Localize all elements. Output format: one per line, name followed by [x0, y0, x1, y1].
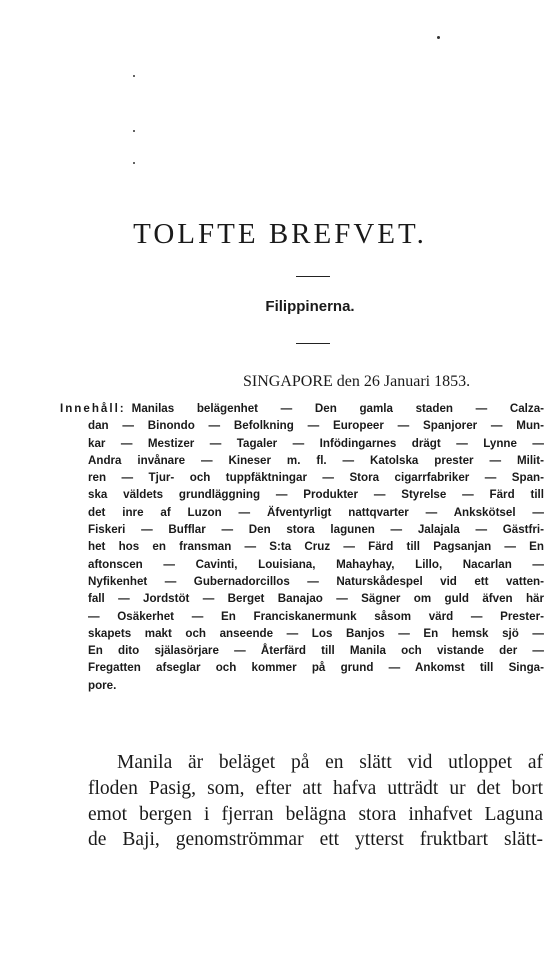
summary-line: dan — Binondo — Befolkning — Europeer — Spanjorer — Mun- — [88, 419, 544, 433]
summary-line: En dito själasörjare — Återfärd till Manila och vistande der — — [88, 644, 544, 658]
chapter-summary — [60, 400, 544, 694]
summary-line: ska väldets grundläggning — Produkter — Styrelse — Färd till — [88, 488, 544, 502]
divider-rule — [296, 276, 330, 277]
summary-line: ren — Tjur- och tuppfäktningar — Stora cigarrfabriker — Span- — [88, 471, 544, 485]
chapter-subtitle: Filippinerna. — [265, 298, 355, 315]
summary-line: aftonscen — Cavinti, Louisiana, Mahayhay, Lillo, Nacarlan — — [88, 557, 544, 571]
body-line: Manila är beläget på en slätt vid utloppet af — [117, 752, 543, 773]
summary-line: skapets makt och anseende — Los Banjos — En hemsk sjö — — [88, 626, 544, 640]
ink-speck — [437, 36, 440, 39]
ink-speck — [133, 75, 135, 77]
body-line: emot bergen i fjerran belägna stora inhafvet Laguna — [88, 803, 543, 825]
summary-line: Andra invånare — Kineser m. fl. — Katolska prester — Milit- — [88, 453, 544, 467]
summary-line: pore. — [88, 678, 117, 692]
summary-line: Nyfikenhet — Gubernadorcillos — Naturskådespel vid ett vatten- — [88, 574, 544, 588]
summary-line: kar — Mestizer — Tagaler — Infödingarnes drägt — Lynne — — [88, 436, 544, 450]
dateline: SINGAPORE den 26 Januari 1853. — [243, 373, 471, 390]
summary-line — [60, 400, 544, 417]
divider-rule — [296, 343, 330, 344]
summary-line: Fregatten afseglar och kommer på grund — Ankomst till Singa- — [88, 661, 544, 675]
body-line: floden Pasig, som, efter att hafva utträdt ur det bort — [88, 777, 543, 799]
ink-speck — [133, 130, 135, 132]
summary-line: det inre af Luzon — Äfventyrligt nattqvarter — Ankskötsel — — [88, 505, 544, 519]
body-paragraph — [88, 750, 543, 853]
summary-line-text: Manilas belägenhet — Den gamla staden — Calza- — [131, 402, 544, 415]
summary-line: Fiskeri — Bufflar — Den stora lagunen — Jalajala — Gästfri- — [88, 523, 544, 537]
ink-speck — [133, 162, 135, 164]
summary-line: fall — Jordstöt — Berget Banajao — Sägner om guld äfven här — [88, 592, 544, 606]
summary-line: — Osäkerhet — En Franciskanermunk såsom värd — Prester- — [88, 609, 544, 623]
summary-line: het hos en fransman — S:ta Cruz — Färd till Pagsanjan — En — [88, 540, 544, 554]
summary-lead: Innehåll: — [60, 402, 126, 415]
chapter-title: TOLFTE BREFVET. — [133, 218, 427, 250]
body-line: de Baji, genomströmmar ett ytterst fruktbart slätt- — [88, 829, 543, 851]
